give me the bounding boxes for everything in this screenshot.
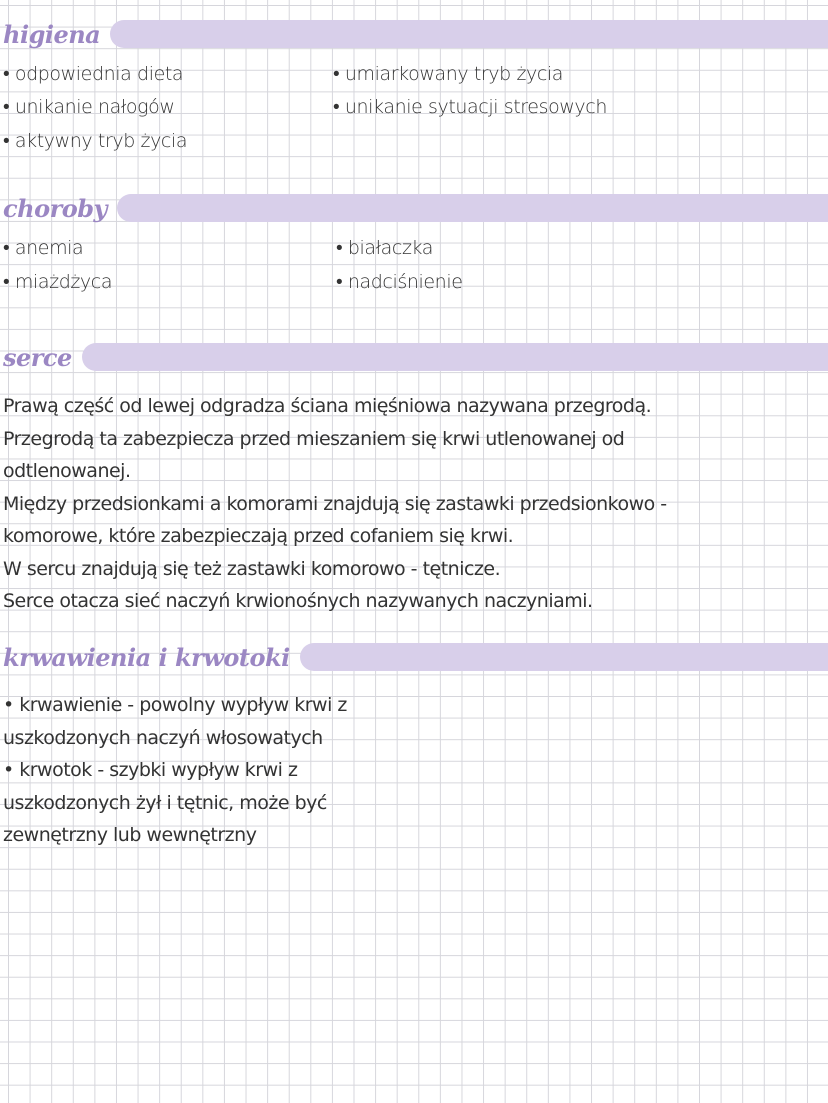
heading-title: choroby <box>3 193 107 223</box>
heading-title: krwawienia i krwotoki <box>3 642 290 672</box>
list-item: • aktywny tryb życia <box>3 130 188 152</box>
text-line: Serce otacza sieć naczyń krwionośnych nazywanych naczyniami. <box>3 590 593 612</box>
heading-title: serce <box>3 342 72 372</box>
section-heading-serce <box>0 340 828 374</box>
text-line: zewnętrzny lub wewnętrzny <box>3 824 257 846</box>
heading-bar <box>110 20 828 48</box>
section-heading-higiena <box>0 17 828 51</box>
text-line: Prawą część od lewej odgradza ściana mięśniowa nazywana przegrodą. <box>3 395 652 417</box>
text-line: komorowe, które zabezpieczają przed cofaniem się krwi. <box>3 525 514 547</box>
text-line: odtlenowanej. <box>3 460 131 482</box>
list-item: • umiarkowany tryb życia <box>333 63 564 85</box>
list-item: • nadciśnienie <box>336 271 463 293</box>
heading-bar <box>117 194 828 222</box>
text-line: • krwawienie - powolny wypływ krwi z <box>3 694 347 716</box>
text-line: uszkodzonych żył i tętnic, może być <box>3 791 327 814</box>
list-item: • odpowiednia dieta <box>3 63 184 85</box>
text-line: W sercu znajdują się też zastawki komorowo - tętnicze. <box>3 557 501 580</box>
heading-title: higiena <box>3 19 101 49</box>
list-item: • anemia <box>3 237 84 259</box>
text-line: • krwotok - szybki wypływ krwi z <box>3 759 298 781</box>
list-item: • unikanie nałogów <box>3 96 175 118</box>
list-item: • miażdżyca <box>3 271 113 293</box>
heading-bar <box>300 643 828 671</box>
text-line: Przegrodą ta zabezpiecza przed mieszaniem się krwi utlenowanej od <box>3 427 625 450</box>
krwawienia-paragraph <box>3 689 347 852</box>
section-heading-krwawienia <box>0 640 828 674</box>
text-line: Między przedsionkami a komorami znajdują się zastawki przedsionkowo - <box>3 492 667 515</box>
serce-paragraph <box>3 390 823 618</box>
text-line: uszkodzonych naczyń włosowatych <box>3 726 323 749</box>
section-heading-choroby <box>0 191 828 225</box>
list-item: • białaczka <box>336 237 434 259</box>
heading-bar <box>82 343 828 371</box>
list-item: • unikanie sytuacji stresowych <box>333 96 607 118</box>
